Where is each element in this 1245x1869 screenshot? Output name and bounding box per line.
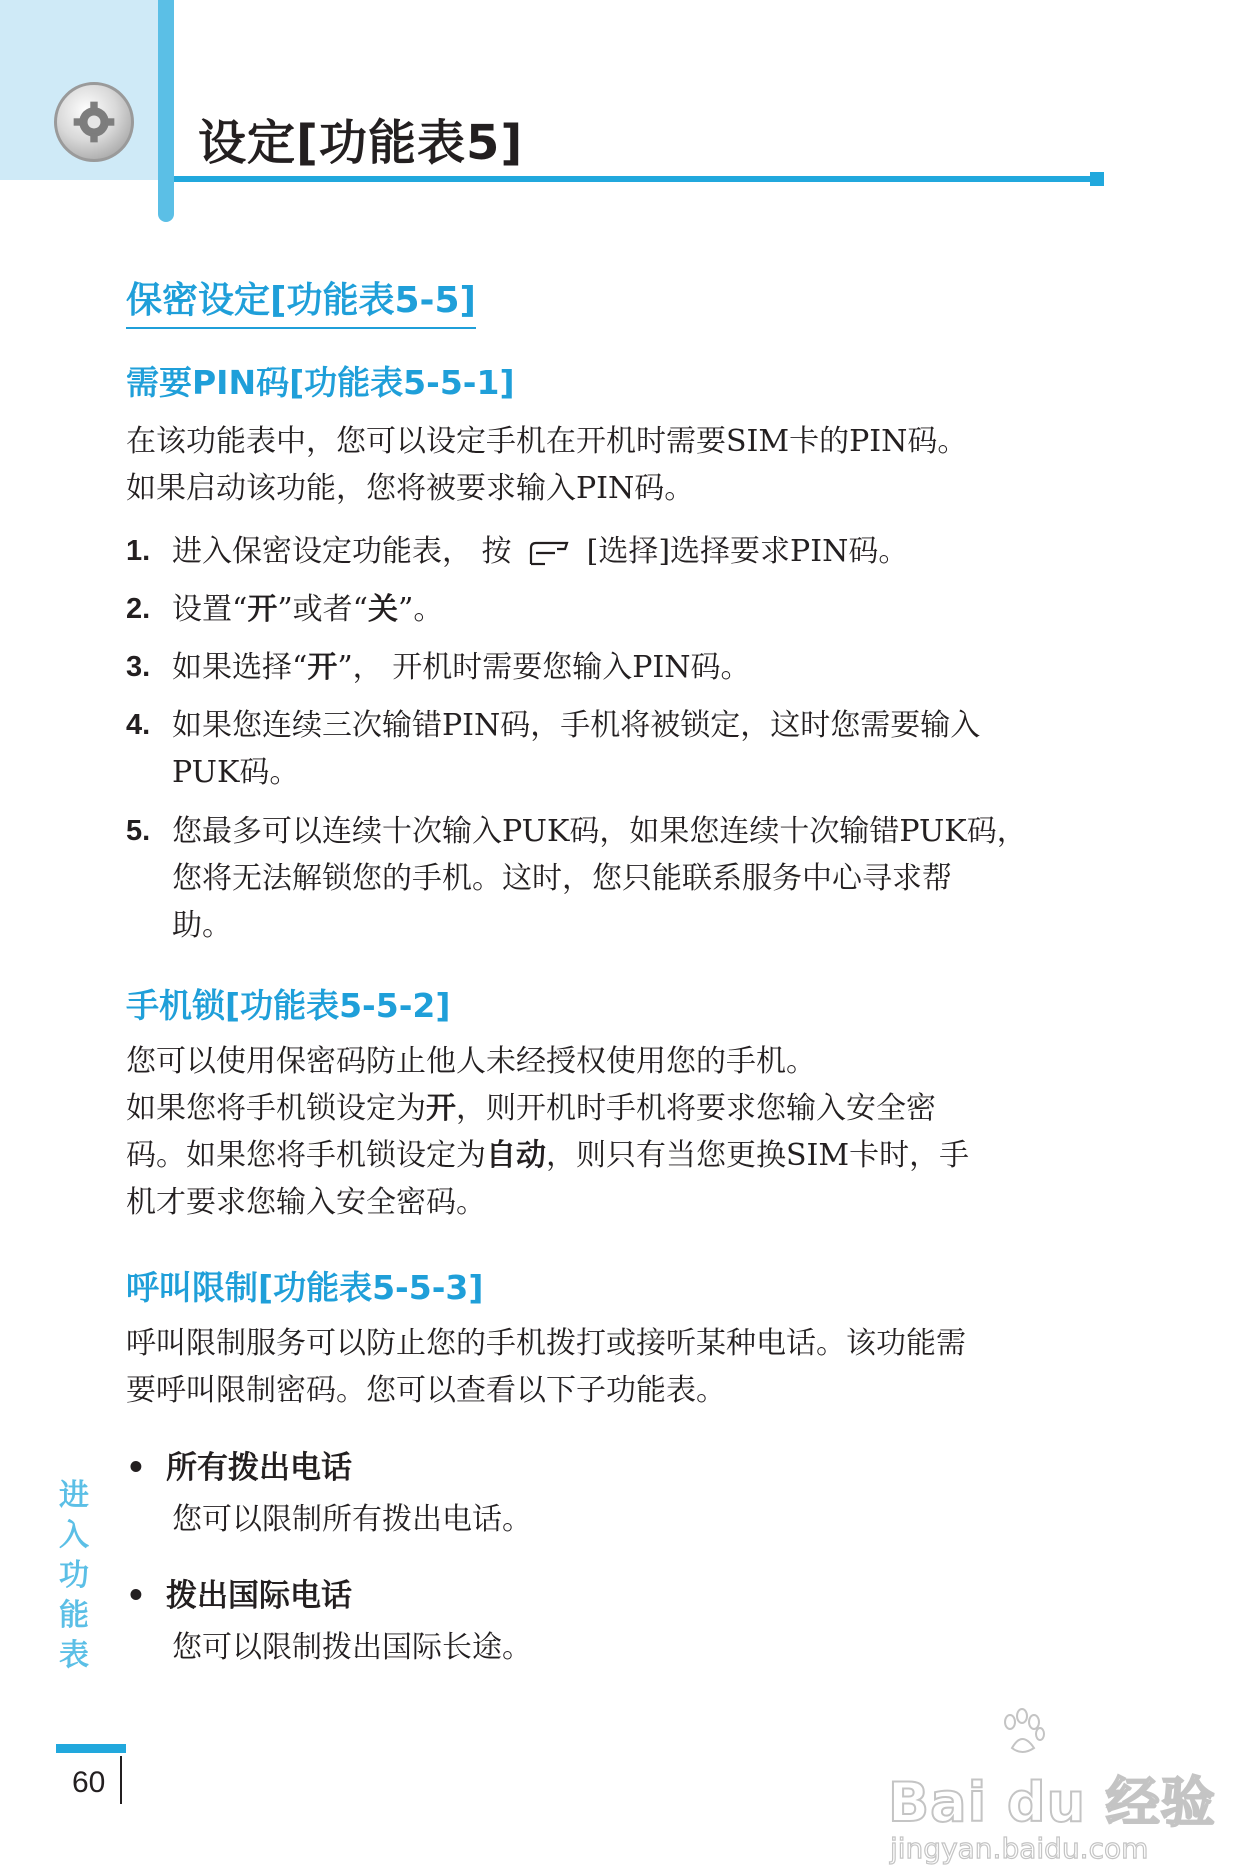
step-text: ”或者“ bbox=[277, 592, 369, 627]
paw-icon bbox=[998, 1708, 1048, 1758]
header-vertical-bar bbox=[158, 0, 174, 222]
watermark-url: jingyan.baidu.com bbox=[890, 1832, 1149, 1865]
lock-option-on: 开 bbox=[426, 1091, 456, 1126]
pin-intro-line: 如果启动该功能，您将被要求输入PIN码。 bbox=[126, 471, 695, 506]
pin-step-5 bbox=[126, 808, 1106, 949]
step-text: 设置“ bbox=[172, 592, 248, 627]
bullet-title: 拨出国际电话 bbox=[166, 1578, 352, 1614]
option-off: 关 bbox=[368, 592, 399, 627]
settings-gear-icon bbox=[54, 82, 134, 162]
bullet-all-outgoing bbox=[126, 1442, 352, 1487]
bullet-dot: • bbox=[126, 1578, 146, 1614]
page-title: 设定[功能表5] bbox=[198, 115, 524, 171]
lock-line: 机才要求您输入安全密码。 bbox=[126, 1185, 486, 1220]
baidu-watermark bbox=[888, 1708, 1216, 1868]
bullet-dot: • bbox=[126, 1450, 146, 1486]
barring-line: 要呼叫限制密码。您可以查看以下子功能表。 bbox=[126, 1373, 726, 1408]
call-barring-intro bbox=[126, 1320, 1086, 1414]
phone-lock-heading: 手机锁[功能表5-5-2] bbox=[126, 986, 451, 1025]
bullet-title: 所有拨出电话 bbox=[166, 1450, 352, 1486]
step-number: 3. bbox=[126, 651, 151, 683]
watermark-brand: Bai du 经验 bbox=[888, 1771, 1216, 1834]
barring-line: 呼叫限制服务可以防止您的手机拨打或接听某种电话。该功能需 bbox=[126, 1326, 966, 1361]
bullet-international bbox=[126, 1570, 352, 1615]
pin-intro bbox=[126, 418, 1086, 512]
side-tab-label: 进入功能表 bbox=[59, 1478, 89, 1673]
lock-line: 如果您将手机锁设定为 bbox=[126, 1091, 426, 1126]
step-text: [选择]选择要求PIN码。 bbox=[586, 534, 909, 569]
option-on: 开 bbox=[307, 650, 338, 685]
lock-line: 码。如果您将手机锁设定为 bbox=[126, 1138, 486, 1173]
step-text: 您将无法解锁您的手机。这时，您只能联系服务中心寻求帮 bbox=[172, 861, 952, 896]
lock-line: 您可以使用保密码防止他人未经授权使用您的手机。 bbox=[126, 1044, 816, 1079]
step-text: 如果选择“ bbox=[172, 650, 308, 685]
page-number-divider bbox=[120, 1756, 122, 1804]
lock-line: ，则开机时手机将要求您输入安全密 bbox=[456, 1091, 936, 1126]
pin-step-1 bbox=[126, 528, 1106, 575]
step-number: 1. bbox=[126, 535, 151, 567]
call-barring-heading: 呼叫限制[功能表5-5-3] bbox=[126, 1268, 484, 1307]
lock-option-auto: 自动 bbox=[486, 1138, 546, 1173]
step-number: 5. bbox=[126, 815, 151, 847]
step-text: 您最多可以连续十次输入PUK码，如果您连续十次输错PUK码， bbox=[172, 814, 1027, 849]
step-text: ”， 开机时需要您输入PIN码。 bbox=[337, 650, 751, 685]
pin-intro-line: 在该功能表中，您可以设定手机在开机时需要SIM卡的PIN码。 bbox=[126, 424, 968, 459]
phone-lock-body bbox=[126, 1038, 1086, 1226]
step-number: 4. bbox=[126, 709, 151, 741]
step-text: ”。 bbox=[398, 592, 444, 627]
page-number: 60 bbox=[72, 1766, 106, 1799]
option-on: 开 bbox=[247, 592, 278, 627]
lock-line: ，则只有当您更换SIM卡时，手 bbox=[546, 1138, 970, 1173]
section-heading: 保密设定[功能表5-5] bbox=[126, 272, 476, 329]
pin-heading: 需要PIN码[功能表5-5-1] bbox=[126, 363, 515, 402]
step-text: 进入保密设定功能表， 按 bbox=[172, 534, 512, 569]
step-number: 2. bbox=[126, 593, 151, 625]
pin-step-2 bbox=[126, 586, 1106, 633]
pin-step-4 bbox=[126, 702, 1106, 796]
step-text: 助。 bbox=[172, 908, 232, 943]
title-underline bbox=[174, 176, 1102, 182]
bullet-desc: 您可以限制拨出国际长途。 bbox=[172, 1630, 532, 1665]
bullet-desc: 您可以限制所有拨出电话。 bbox=[172, 1502, 532, 1537]
side-tab-rule bbox=[56, 1744, 126, 1753]
pin-step-3 bbox=[126, 644, 1106, 691]
title-underline-endcap bbox=[1090, 172, 1104, 186]
left-softkey-icon bbox=[527, 540, 571, 566]
step-text: 如果您连续三次输错PIN码，手机将被锁定，这时您需要输入 bbox=[172, 708, 981, 743]
step-text: PUK码。 bbox=[172, 755, 300, 790]
